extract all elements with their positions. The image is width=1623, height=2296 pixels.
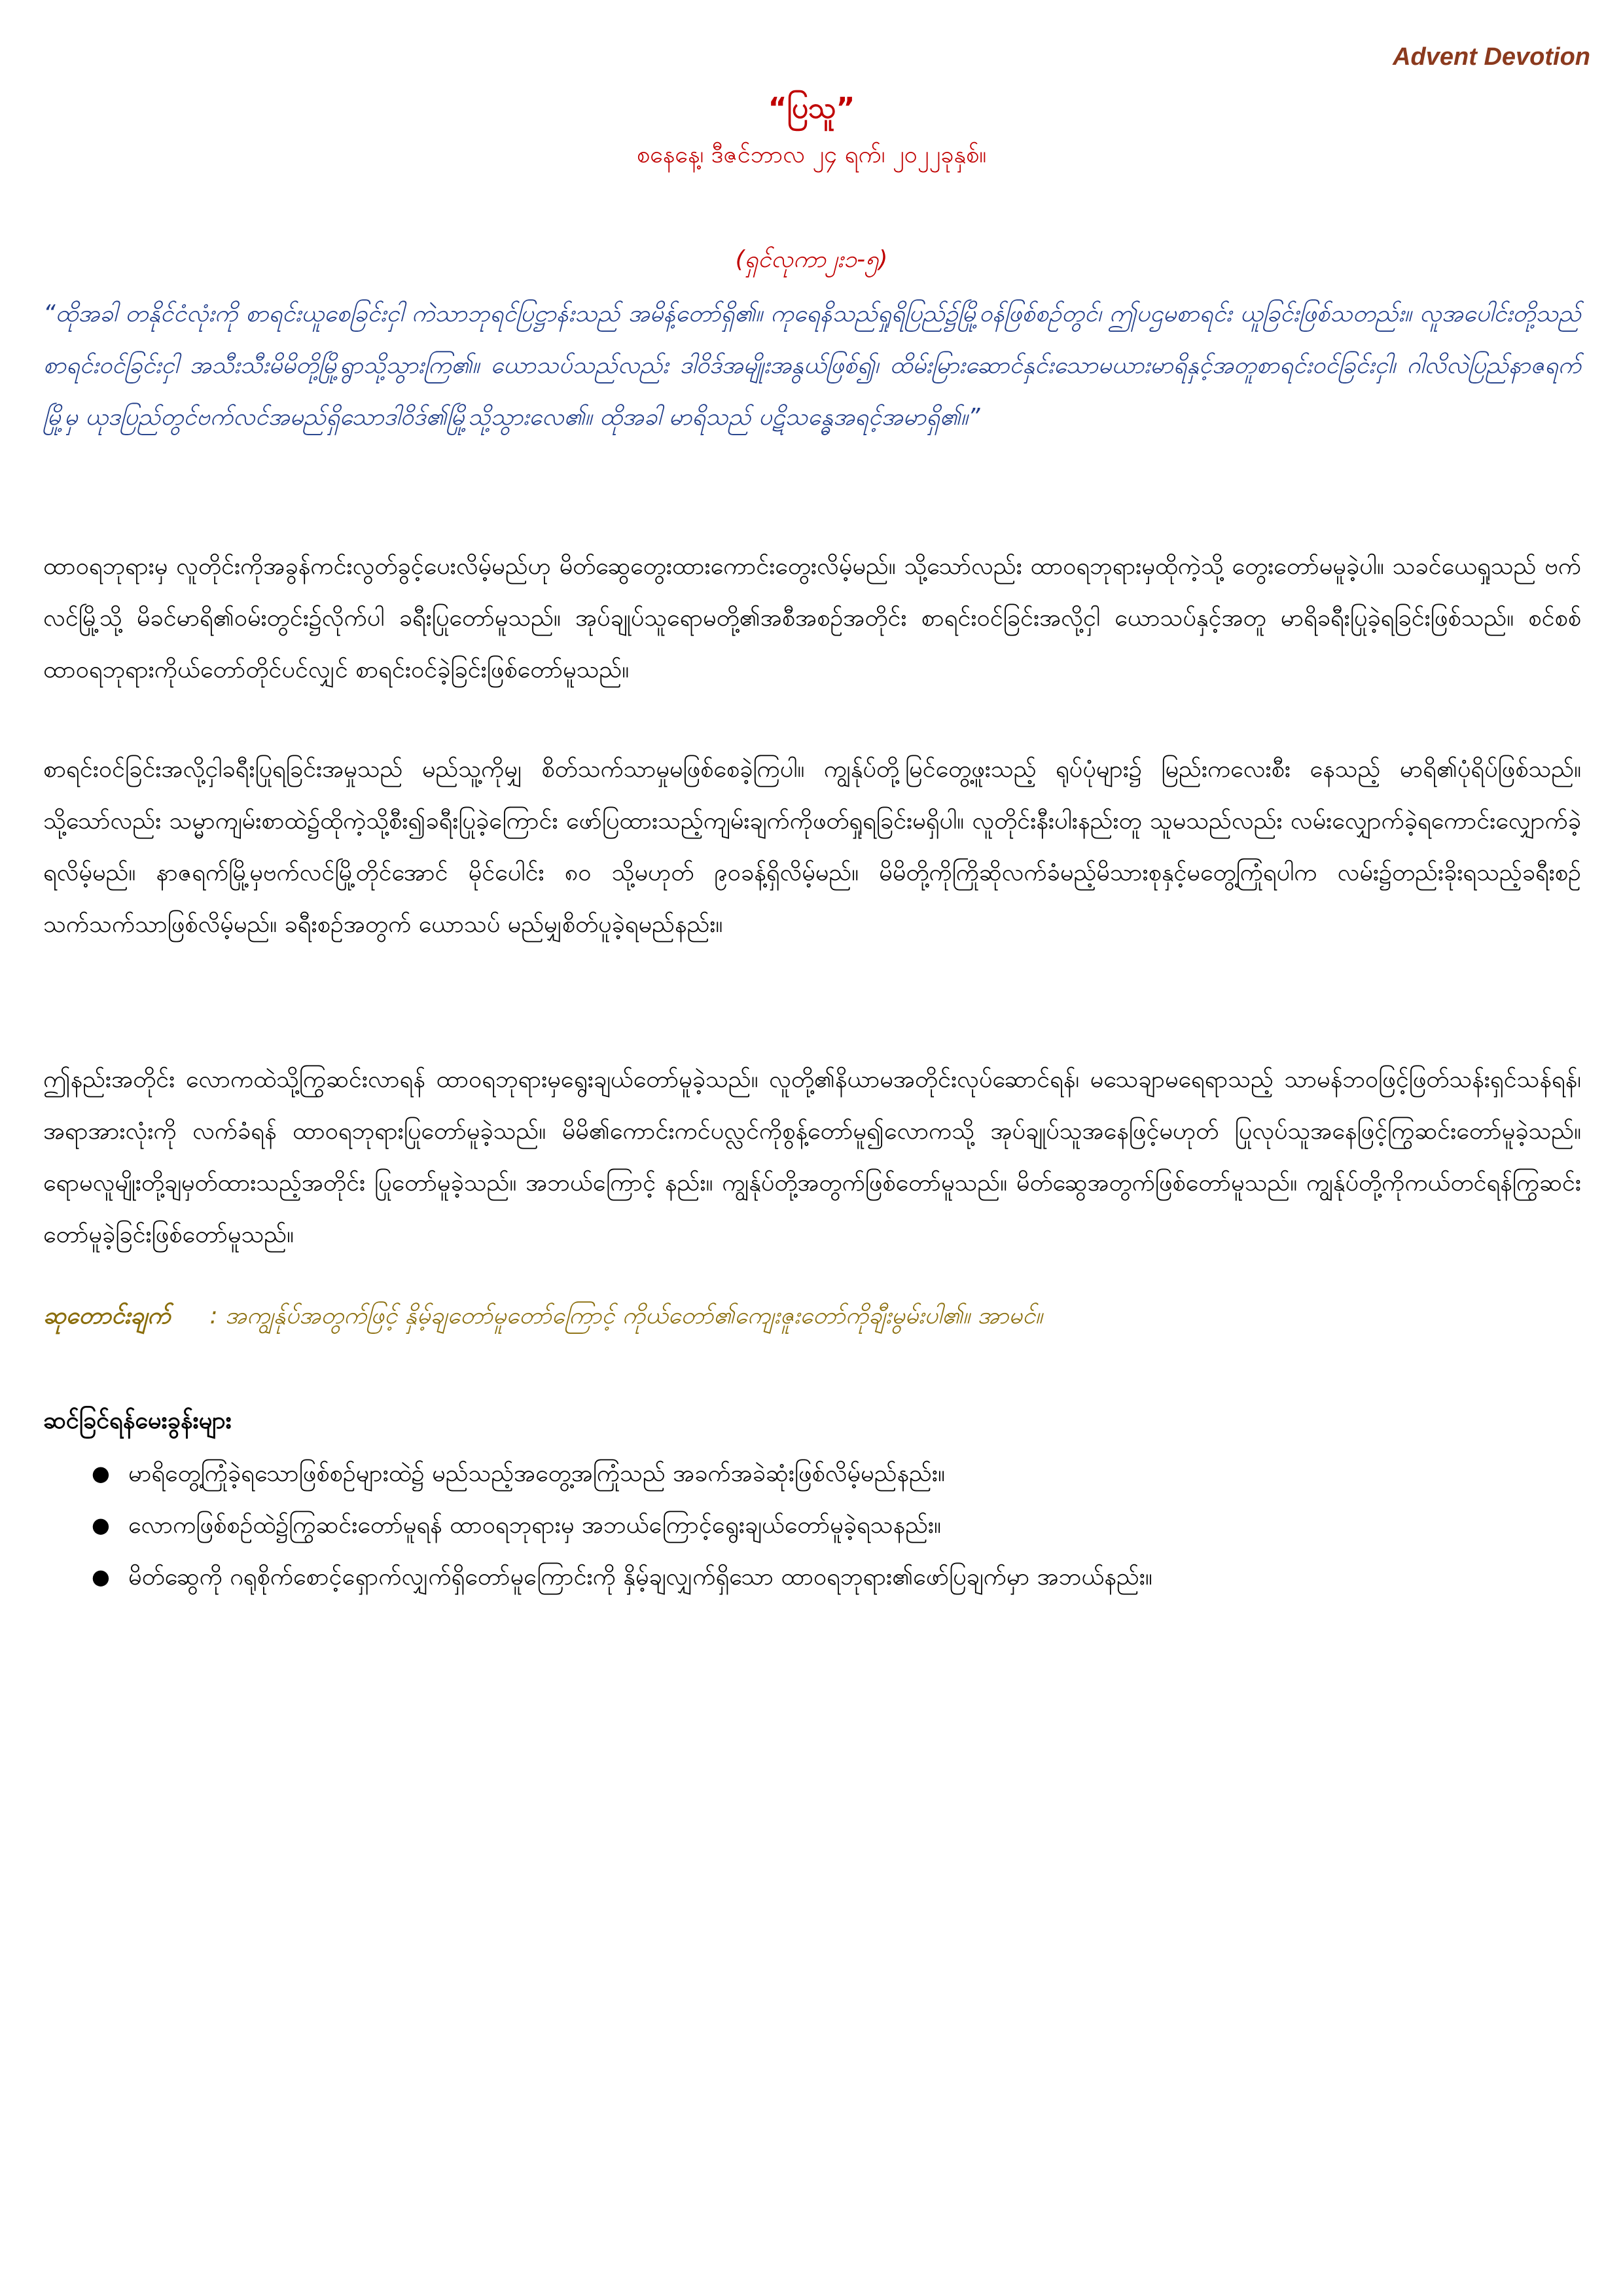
questions-list [92, 1448, 1577, 1603]
list-item [92, 1448, 1577, 1499]
list-item [92, 1499, 1577, 1551]
body-paragraph: ထာဝရဘုရားမှ လူတိုင်းကိုအခွန်ကင်းလွတ်ခွင့်ပေးလိမ့်မည်ဟု မိတ်ဆွေတွေးထားကောင်းတွေးလိမ့်မည်။ သို့သော်လည်း ထာဝရဘုရားမှထိုကဲ့သို့ တွေးတော်မမူခဲ့ပါ။ သခင်ယေရှုသည် ဗက်လင်မြို့သို့ မိခင်မာရိ၏ဝမ်းတွင်း၌လိုက်ပါ ခရီးပြုတော်မူသည်။ အုပ်ချုပ်သူရောမတို့၏အစီအစဉ်အတိုင်း စာရင်းဝင်ခြင်းအလို့ငှါ ယောသပ်နှင့်အတူ မာရိခရီးပြုခဲ့ရခြင်းဖြစ်သည်။ စင်စစ်ထာဝရဘုရားကိုယ်တော်တိုင်ပင်လျှင် စာရင်းဝင်ခဲ့ခြင်းဖြစ်တော်မူသည်။ [43, 553, 1581, 683]
question-text: လောကဖြစ်စဉ်ထဲ၌ကြွဆင်းတော်မူရန် ထာဝရဘုရားမှ အဘယ်ကြောင့်ရွေးချယ်တော်မူခဲ့ရသနည်း။ [128, 1512, 941, 1539]
question-text: မိတ်ဆွေကို ဂရုစိုက်စောင့်ရှောက်လျှက်ရှိတော်မူကြောင်းကို နှိမ့်ချလျှက်ရှိသော ထာဝရဘုရား၏ဖော်ပြချက်မှာ အဘယ်နည်း။ [128, 1564, 1152, 1590]
question-text: မာရိတွေ့ကြုံခဲ့ရသောဖြစ်စဉ်များထဲ၌ မည်သည့်အတွေ့အကြုံသည် အခက်အခဲဆုံးဖြစ်လိမ့်မည်နည်း။ [128, 1460, 945, 1487]
prayer-text: : အကျွန်ုပ်အတွက်ဖြင့် နှိမ့်ချတော်မူတော်ကြောင့် ကိုယ်တော်၏ကျေးဇူးတော်ကိုချီးမွမ်းပါ၏။ အာမင်။ [209, 1302, 1043, 1329]
scripture-text: “ထိုအခါ တနိုင်ငံလုံးကို စာရင်းယူစေခြင်းငှါ ကဲသာဘုရင်ပြဋ္ဌာန်းသည် အမိန့်တော်ရှိ၏။ ကုရေနိသည်ရှုရိပြည်၌မြို့ဝန်ဖြစ်စဉ်တွင်၊ ဤပဌမစာရင်း ယူခြင်းဖြစ်သတည်း။ လူအပေါင်းတို့သည် စာရင်းဝင်ခြင်းငှါ အသီးသီးမိမိတို့မြို့ရွာသို့သွားကြ၏။ ယောသပ်သည်လည်း ဒါဝိဒ်အမျိုးအနွယ်ဖြစ်၍၊ ထိမ်းမြားဆောင်နှင်းသောမယားမာရိနှင့်အတူစာရင်းဝင်ခြင်းငှါ၊ ဂါလိလဲပြည်နာဇရက်မြို့မှ ယုဒပြည်တွင်ဗက်လင်အမည်ရှိသောဒါဝိဒ်၏မြို့သို့သွားလေ၏။ ထိုအခါ မာရိသည် ပဋိသန္ဓေအရင့်အမာရှိ၏။” [43, 300, 1581, 431]
header-tag: Advent Devotion [1393, 43, 1590, 71]
page-title: “ပြသူ” [768, 92, 855, 125]
prayer-label: ဆုတောင်းချက် [43, 1302, 171, 1329]
questions-heading: ဆင်ခြင်ရန်မေးခွန်းများ [43, 1407, 232, 1434]
bullet-icon: ● [92, 1564, 110, 1589]
body-paragraph: စာရင်းဝင်ခြင်းအလို့ငှါခရီးပြုရခြင်းအမှုသည် မည်သူ့ကိုမျှ စိတ်သက်သာမှုမဖြစ်စေခဲ့ကြပါ။ ကျွန်ုပ်တို့မြင်တွေ့ဖူးသည့် ရုပ်ပုံများ၌ မြည်းကလေးစီး နေသည့် မာရိ၏ပုံရိပ်ဖြစ်သည်။ သို့သော်လည်း သမ္မာကျမ်းစာထဲ၌ထိုကဲ့သို့စီး၍ခရီးပြုခဲ့ကြောင်း ဖော်ပြထားသည့်ကျမ်းချက်ကိုဖတ်ရှုရခြင်းမရှိပါ။ လူတိုင်းနီးပါးနည်းတူ သူမသည်လည်း လမ်းလျှောက်ခဲ့ရကောင်းလျှောက်ခဲ့ရလိမ့်မည်။ နာဇရက်မြို့မှဗက်လင်မြို့တိုင်အောင် မိုင်ပေါင်း ၈၀ သို့မဟုတ် ၉၀ခန့်ရှိလိမ့်မည်။ မိမိတို့ကိုကြိုဆိုလက်ခံမည့်မိသားစုနှင့်မတွေ့ကြုံရပါက လမ်း၌တည်းခိုးရသည့်ခရီးစဉ်သက်သက်သာဖြစ်လိမ့်မည်။ ခရီးစဉ်အတွက် ယောသပ် မည်မျှစိတ်ပူခဲ့ရမည်နည်း။ [43, 756, 1581, 938]
body-paragraph: ဤနည်းအတိုင်း လောကထဲသို့ကြွဆင်းလာရန် ထာဝရဘုရားမှရွေးချယ်တော်မူခဲ့သည်။ လူတို့၏နိယာမအတိုင်းလုပ်ဆောင်ရန်၊ မသေချာမရေရာသည့် သာမန်ဘဝဖြင့်ဖြတ်သန်းရှင်သန်ရန်၊ အရာအားလုံးကို လက်ခံရန် ထာဝရဘုရားပြုတော်မူခဲ့သည်။ မိမိ၏ကောင်းကင်ပလ္လင်ကိုစွန့်တော်မူ၍လောကသို့ အုပ်ချုပ်သူအနေဖြင့်မဟုတ် ပြုလုပ်သူအနေဖြင့်ကြွဆင်းတော်မူခဲ့သည်။ ရောမလူမျိုးတို့ချမှတ်ထားသည့်အတိုင်း ပြုတော်မူခဲ့သည်။ အဘယ်ကြောင့် နည်း။ ကျွန်ုပ်တို့အတွက်ဖြစ်တော်မူသည်။ မိတ်ဆွေအတွက်ဖြစ်တော်မူသည်။ ကျွန်ုပ်တို့ကိုကယ်တင်ရန်ကြွဆင်းတော်မူခဲ့ခြင်းဖြစ်တော်မူသည်။ [43, 1066, 1581, 1248]
scripture-reference: (ရှင်လုကာ၂း၁-၅) [735, 246, 888, 273]
bullet-icon: ● [92, 1461, 110, 1486]
list-item [92, 1551, 1577, 1603]
prayer [43, 1300, 1581, 1335]
bullet-icon: ● [92, 1513, 110, 1537]
page-date: စနေနေ့၊ ဒီဇင်ဘာလ ၂၄ ရက်၊ ၂၀၂၂ခုနှစ်။ [636, 141, 987, 168]
